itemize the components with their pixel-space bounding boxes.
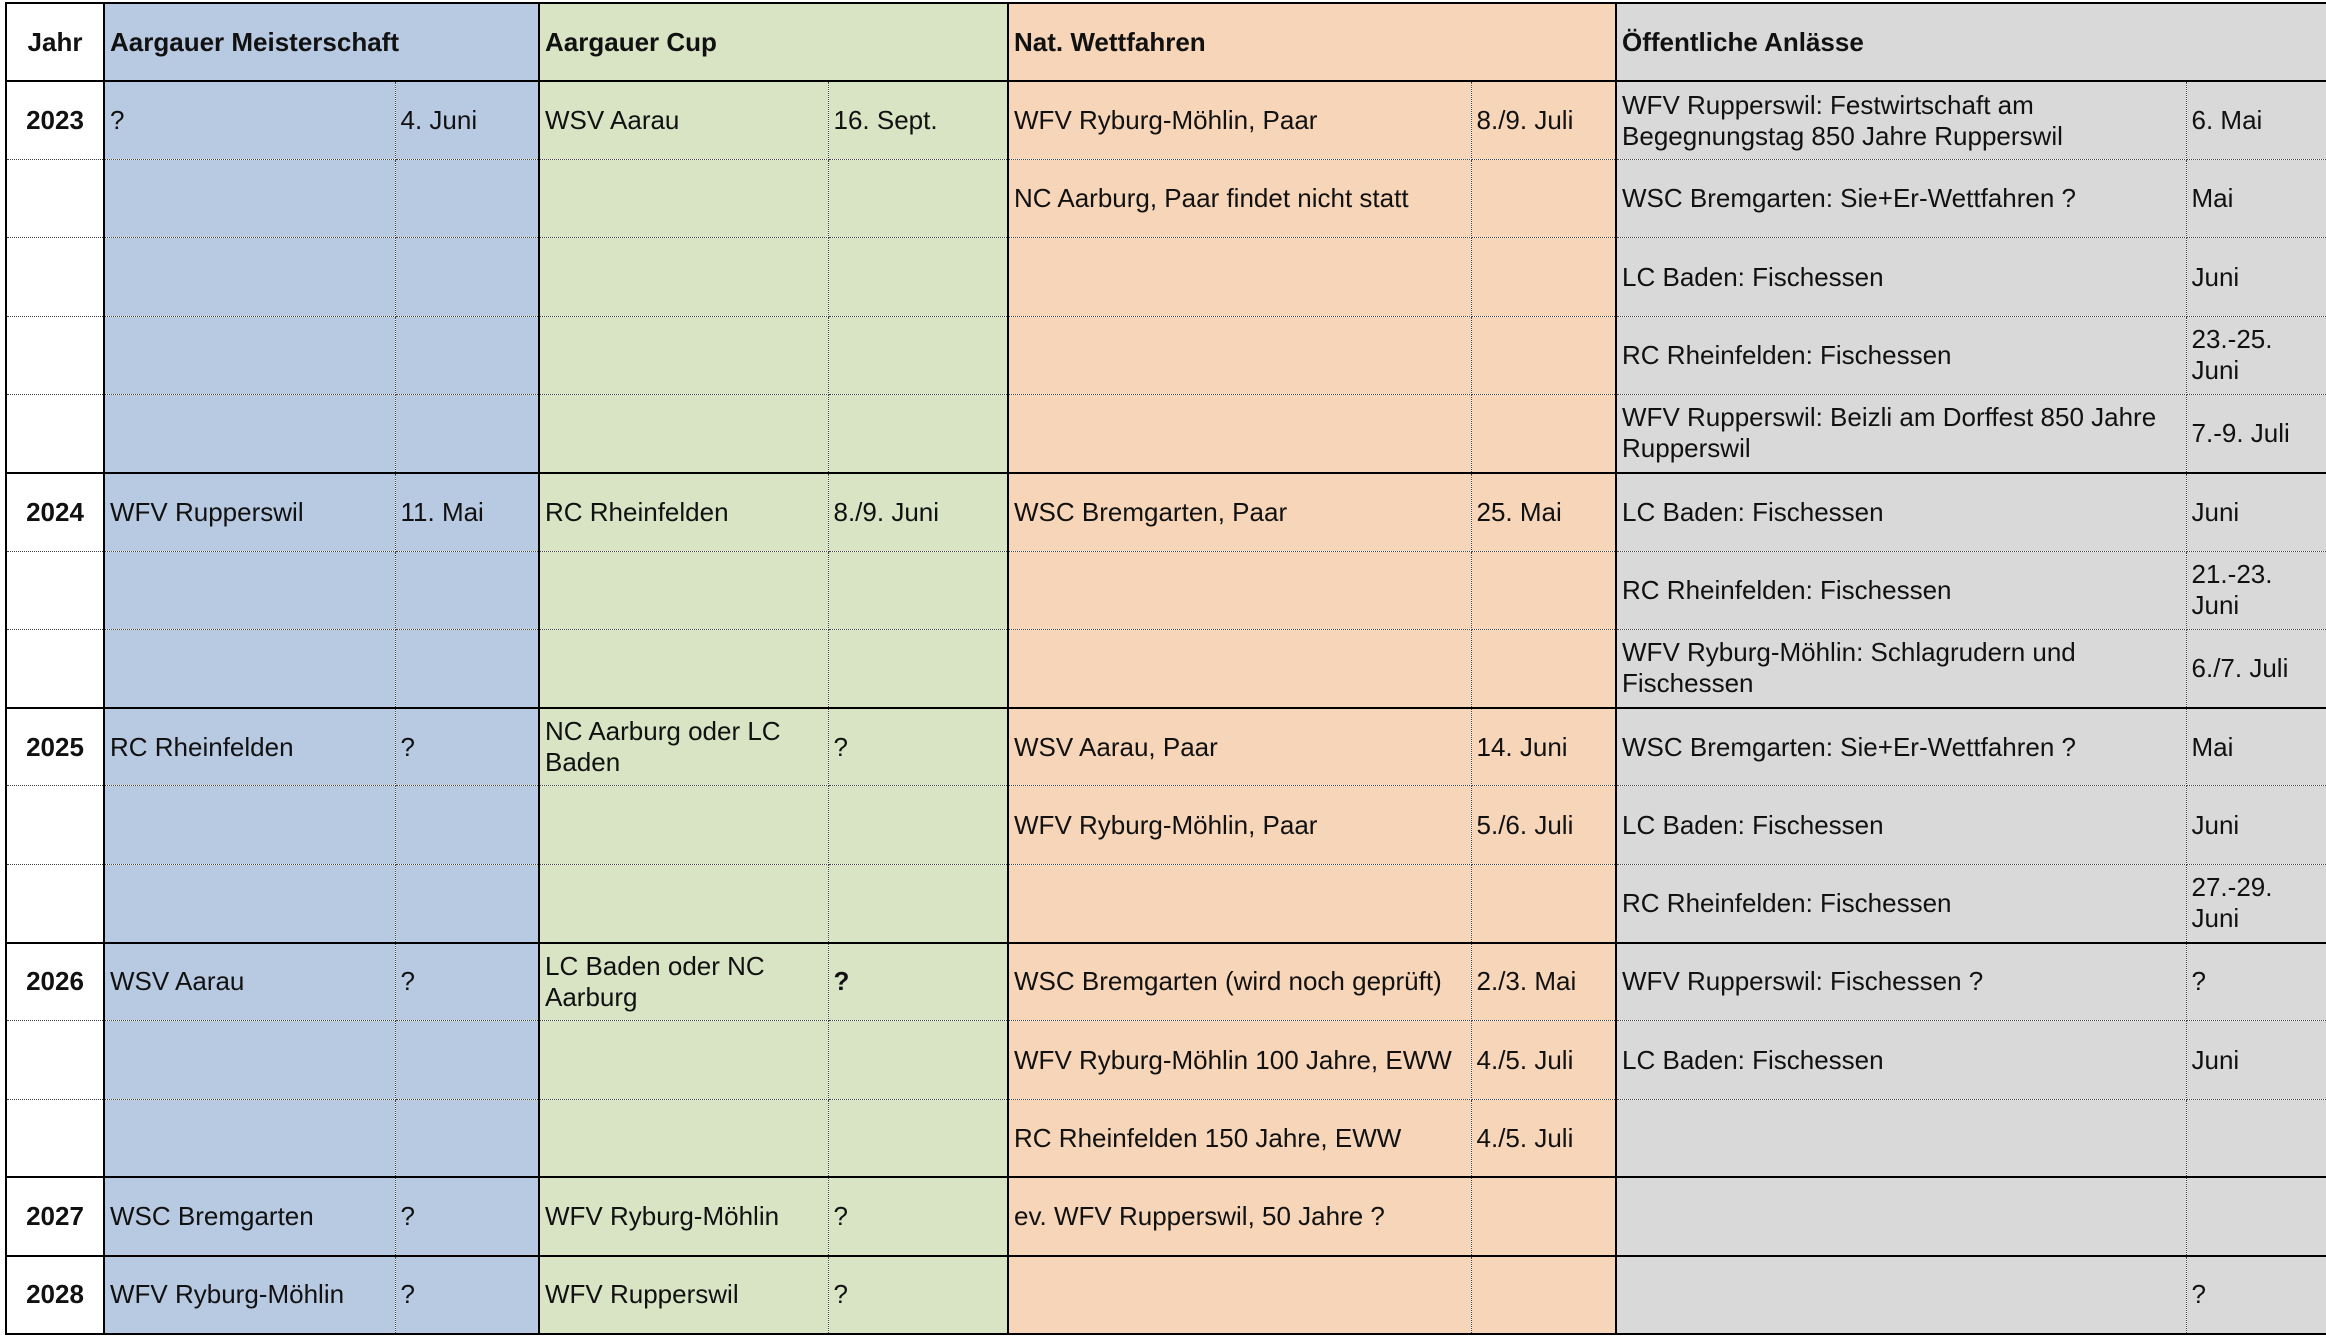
- cell-meisterschaft-club: WFV Rupperswil: [104, 473, 395, 551]
- cell-cup-date: [828, 160, 1008, 238]
- cell-anlass-date: 6./7. Juli: [2186, 629, 2326, 707]
- cell-cup-date: [828, 238, 1008, 316]
- cell-meisterschaft-date: ?: [395, 708, 539, 786]
- cell-wettfahren-event: [1008, 629, 1471, 707]
- cell-anlass-date: Juni: [2186, 238, 2326, 316]
- cell-cup-date: [828, 629, 1008, 707]
- cell-cup-date: 16. Sept.: [828, 81, 1008, 159]
- cell-cup-club: [539, 394, 828, 472]
- cell-cup-club: WFV Ryburg-Möhlin: [539, 1177, 828, 1255]
- cell-meisterschaft-date: ?: [395, 1256, 539, 1334]
- cell-meisterschaft-club: ?: [104, 81, 395, 159]
- table-row: [6, 943, 2326, 1021]
- cell-anlass-date: Mai: [2186, 708, 2326, 786]
- table-row: [6, 316, 2326, 394]
- cell-anlass-date: 23.-25. Juni: [2186, 316, 2326, 394]
- cell-meisterschaft-date: [395, 864, 539, 942]
- cell-wettfahren-date: 5./6. Juli: [1471, 786, 1616, 864]
- table-row: [6, 1099, 2326, 1177]
- cell-anlass-event: RC Rheinfelden: Fischessen: [1616, 864, 2186, 942]
- cell-anlass-date: ?: [2186, 1256, 2326, 1334]
- cell-anlass-event: RC Rheinfelden: Fischessen: [1616, 316, 2186, 394]
- cell-meisterschaft-date: [395, 394, 539, 472]
- cell-wettfahren-event: [1008, 394, 1471, 472]
- cell-year: 2028: [6, 1256, 104, 1334]
- header-year: Jahr: [6, 3, 104, 81]
- cell-year: [6, 394, 104, 472]
- table-row: [6, 864, 2326, 942]
- cell-wettfahren-event: [1008, 551, 1471, 629]
- cell-cup-club: [539, 160, 828, 238]
- cell-meisterschaft-date: [395, 160, 539, 238]
- table-row: [6, 551, 2326, 629]
- cell-anlass-event: WFV Rupperswil: Festwirtschaft am Begegnungstag 850 Jahre Rupperswil: [1616, 81, 2186, 159]
- cell-wettfahren-date: [1471, 316, 1616, 394]
- cell-year: [6, 160, 104, 238]
- cell-year: [6, 316, 104, 394]
- cell-meisterschaft-club: WSV Aarau: [104, 943, 395, 1021]
- header-row: [6, 3, 2326, 81]
- cell-meisterschaft-club: RC Rheinfelden: [104, 708, 395, 786]
- cell-cup-date: ?: [828, 1177, 1008, 1255]
- cell-wettfahren-event: [1008, 864, 1471, 942]
- cell-wettfahren-event: WFV Ryburg-Möhlin 100 Jahre, EWW: [1008, 1021, 1471, 1099]
- cell-wettfahren-date: 25. Mai: [1471, 473, 1616, 551]
- cell-meisterschaft-date: 11. Mai: [395, 473, 539, 551]
- cell-cup-club: [539, 864, 828, 942]
- cell-wettfahren-date: [1471, 238, 1616, 316]
- table-row: [6, 238, 2326, 316]
- cell-wettfahren-event: NC Aarburg, Paar findet nicht statt: [1008, 160, 1471, 238]
- cell-meisterschaft-club: [104, 629, 395, 707]
- cell-wettfahren-date: 14. Juni: [1471, 708, 1616, 786]
- event-schedule-table: [5, 2, 2326, 1335]
- cell-meisterschaft-club: [104, 238, 395, 316]
- cell-cup-club: [539, 629, 828, 707]
- cell-cup-date: 8./9. Juni: [828, 473, 1008, 551]
- cell-anlass-date: 27.-29. Juni: [2186, 864, 2326, 942]
- cell-cup-date: [828, 786, 1008, 864]
- cell-wettfahren-event: [1008, 238, 1471, 316]
- cell-cup-club: RC Rheinfelden: [539, 473, 828, 551]
- cell-year: [6, 238, 104, 316]
- cell-meisterschaft-club: WFV Ryburg-Möhlin: [104, 1256, 395, 1334]
- cell-cup-date: [828, 1021, 1008, 1099]
- cell-cup-club: NC Aarburg oder LC Baden: [539, 708, 828, 786]
- cell-anlass-event: [1616, 1177, 2186, 1255]
- cell-anlass-event: LC Baden: Fischessen: [1616, 786, 2186, 864]
- cell-wettfahren-date: 8./9. Juli: [1471, 81, 1616, 159]
- table-row: [6, 786, 2326, 864]
- cell-cup-date: [828, 1099, 1008, 1177]
- cell-meisterschaft-date: [395, 629, 539, 707]
- cell-anlass-event: RC Rheinfelden: Fischessen: [1616, 551, 2186, 629]
- cell-year: [6, 1021, 104, 1099]
- cell-wettfahren-event: WSV Aarau, Paar: [1008, 708, 1471, 786]
- cell-wettfahren-date: [1471, 551, 1616, 629]
- cell-anlass-date: [2186, 1177, 2326, 1255]
- header-cup: Aargauer Cup: [539, 3, 1008, 81]
- header-anlaesse: Öffentliche Anlässe: [1616, 3, 2326, 81]
- table-row: [6, 1177, 2326, 1255]
- cell-year: [6, 629, 104, 707]
- cell-cup-date: [828, 551, 1008, 629]
- cell-anlass-event: LC Baden: Fischessen: [1616, 1021, 2186, 1099]
- cell-anlass-date: 21.-23. Juni: [2186, 551, 2326, 629]
- cell-cup-club: [539, 786, 828, 864]
- cell-year: 2025: [6, 708, 104, 786]
- cell-wettfahren-date: [1471, 160, 1616, 238]
- cell-year: [6, 1099, 104, 1177]
- header-wettfahren: Nat. Wettfahren: [1008, 3, 1616, 81]
- table-row: [6, 160, 2326, 238]
- cell-year: 2027: [6, 1177, 104, 1255]
- cell-meisterschaft-club: [104, 394, 395, 472]
- cell-meisterschaft-date: 4. Juni: [395, 81, 539, 159]
- cell-meisterschaft-club: [104, 786, 395, 864]
- cell-wettfahren-date: [1471, 394, 1616, 472]
- cell-wettfahren-event: [1008, 316, 1471, 394]
- header-meisterschaft: Aargauer Meisterschaft: [104, 3, 539, 81]
- cell-year: 2023: [6, 81, 104, 159]
- cell-wettfahren-event: ev. WFV Rupperswil, 50 Jahre ?: [1008, 1177, 1471, 1255]
- cell-meisterschaft-club: [104, 1099, 395, 1177]
- cell-cup-date: [828, 394, 1008, 472]
- cell-anlass-event: WSC Bremgarten: Sie+Er-Wettfahren ?: [1616, 160, 2186, 238]
- cell-wettfahren-date: [1471, 1177, 1616, 1255]
- cell-meisterschaft-date: [395, 786, 539, 864]
- cell-anlass-date: [2186, 1099, 2326, 1177]
- table-row: [6, 81, 2326, 159]
- cell-year: [6, 551, 104, 629]
- cell-anlass-date: 7.-9. Juli: [2186, 394, 2326, 472]
- cell-cup-date: ?: [828, 708, 1008, 786]
- cell-meisterschaft-date: [395, 1021, 539, 1099]
- cell-meisterschaft-club: [104, 160, 395, 238]
- cell-wettfahren-event: RC Rheinfelden 150 Jahre, EWW: [1008, 1099, 1471, 1177]
- cell-meisterschaft-date: [395, 551, 539, 629]
- cell-anlass-event: WFV Rupperswil: Beizli am Dorffest 850 Jahre Rupperswil: [1616, 394, 2186, 472]
- cell-year: 2026: [6, 943, 104, 1021]
- cell-wettfahren-date: 4./5. Juli: [1471, 1099, 1616, 1177]
- table-body: [6, 81, 2326, 1334]
- cell-anlass-event: [1616, 1099, 2186, 1177]
- cell-anlass-date: ?: [2186, 943, 2326, 1021]
- cell-anlass-event: LC Baden: Fischessen: [1616, 238, 2186, 316]
- cell-cup-date: ?: [828, 943, 1008, 1021]
- cell-wettfahren-event: WSC Bremgarten (wird noch geprüft): [1008, 943, 1471, 1021]
- cell-cup-date: [828, 316, 1008, 394]
- cell-anlass-date: Juni: [2186, 786, 2326, 864]
- cell-meisterschaft-club: WSC Bremgarten: [104, 1177, 395, 1255]
- table-row: [6, 629, 2326, 707]
- cell-anlass-date: 6. Mai: [2186, 81, 2326, 159]
- cell-cup-date: ?: [828, 1256, 1008, 1334]
- cell-meisterschaft-club: [104, 316, 395, 394]
- cell-meisterschaft-club: [104, 1021, 395, 1099]
- cell-cup-club: [539, 1021, 828, 1099]
- cell-meisterschaft-club: [104, 551, 395, 629]
- cell-wettfahren-date: 4./5. Juli: [1471, 1021, 1616, 1099]
- cell-cup-club: [539, 551, 828, 629]
- cell-anlass-date: Mai: [2186, 160, 2326, 238]
- cell-cup-club: LC Baden oder NC Aarburg: [539, 943, 828, 1021]
- cell-meisterschaft-club: [104, 864, 395, 942]
- cell-cup-club: [539, 1099, 828, 1177]
- cell-cup-club: [539, 316, 828, 394]
- cell-anlass-event: [1616, 1256, 2186, 1334]
- cell-wettfahren-date: [1471, 864, 1616, 942]
- cell-anlass-event: WFV Ryburg-Möhlin: Schlagrudern und Fischessen: [1616, 629, 2186, 707]
- cell-wettfahren-event: [1008, 1256, 1471, 1334]
- cell-wettfahren-event: WFV Ryburg-Möhlin, Paar: [1008, 786, 1471, 864]
- table-row: [6, 1021, 2326, 1099]
- cell-anlass-date: Juni: [2186, 473, 2326, 551]
- cell-meisterschaft-date: ?: [395, 943, 539, 1021]
- cell-anlass-event: WFV Rupperswil: Fischessen ?: [1616, 943, 2186, 1021]
- cell-anlass-event: WSC Bremgarten: Sie+Er-Wettfahren ?: [1616, 708, 2186, 786]
- cell-cup-club: WFV Rupperswil: [539, 1256, 828, 1334]
- cell-wettfahren-date: [1471, 1256, 1616, 1334]
- table-row: [6, 1256, 2326, 1334]
- cell-cup-club: [539, 238, 828, 316]
- cell-meisterschaft-date: ?: [395, 1177, 539, 1255]
- cell-meisterschaft-date: [395, 316, 539, 394]
- cell-wettfahren-date: 2./3. Mai: [1471, 943, 1616, 1021]
- cell-cup-date: [828, 864, 1008, 942]
- cell-cup-club: WSV Aarau: [539, 81, 828, 159]
- cell-anlass-date: Juni: [2186, 1021, 2326, 1099]
- cell-meisterschaft-date: [395, 1099, 539, 1177]
- cell-year: [6, 864, 104, 942]
- cell-wettfahren-event: WFV Ryburg-Möhlin, Paar: [1008, 81, 1471, 159]
- cell-wettfahren-event: WSC Bremgarten, Paar: [1008, 473, 1471, 551]
- table-row: [6, 473, 2326, 551]
- table-row: [6, 708, 2326, 786]
- table-row: [6, 394, 2326, 472]
- cell-anlass-event: LC Baden: Fischessen: [1616, 473, 2186, 551]
- cell-year: 2024: [6, 473, 104, 551]
- cell-wettfahren-date: [1471, 629, 1616, 707]
- cell-year: [6, 786, 104, 864]
- cell-meisterschaft-date: [395, 238, 539, 316]
